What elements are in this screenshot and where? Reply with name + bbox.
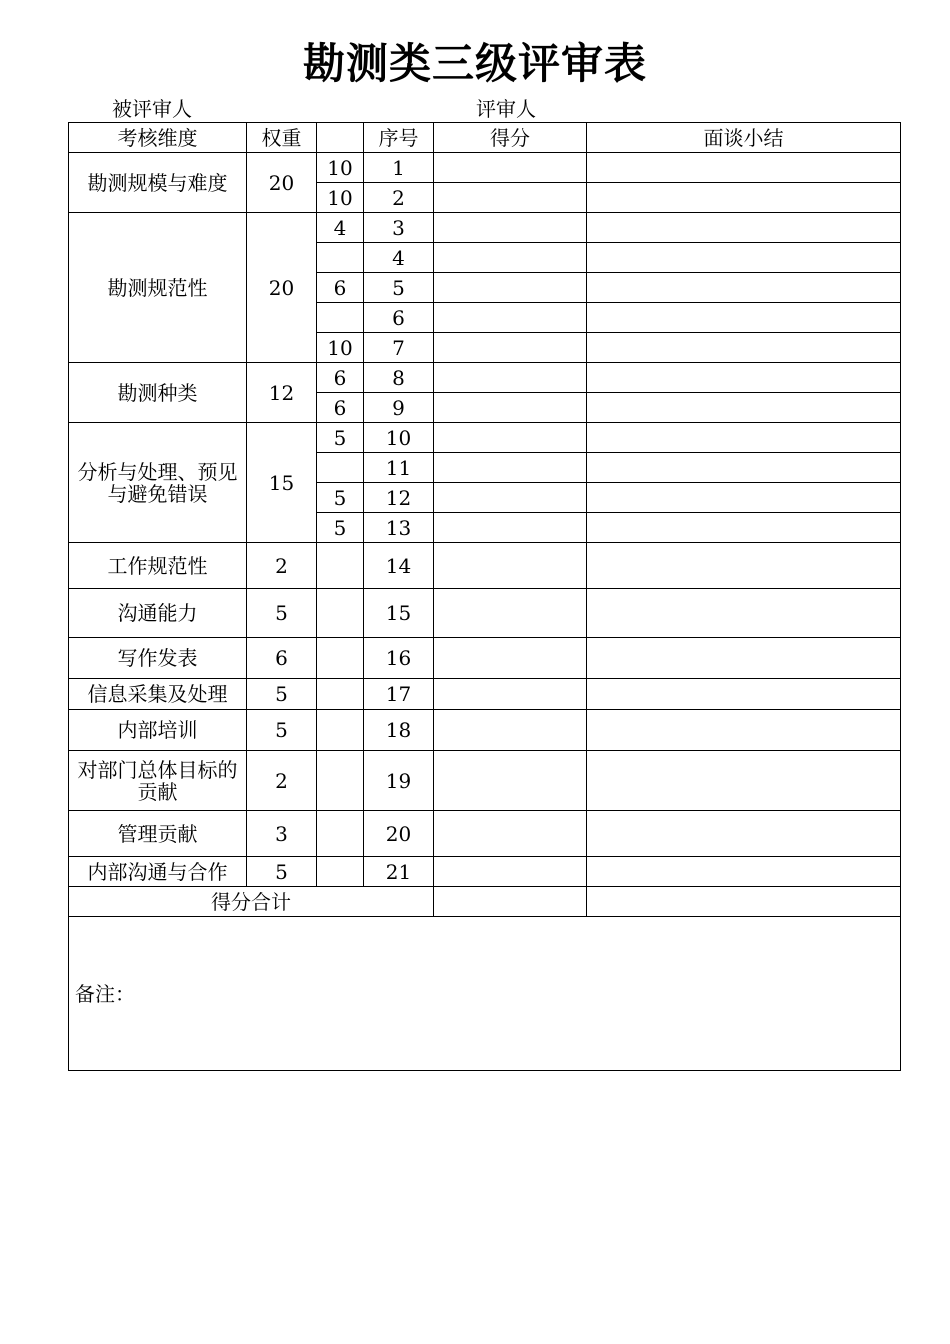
sub-weight-cell xyxy=(317,857,364,887)
score-cell[interactable] xyxy=(434,543,587,589)
score-cell[interactable] xyxy=(434,183,587,213)
seq-cell: 6 xyxy=(364,303,434,333)
summary-cell[interactable] xyxy=(587,303,901,333)
seq-cell: 8 xyxy=(364,363,434,393)
seq-cell: 9 xyxy=(364,393,434,423)
weight-cell: 3 xyxy=(247,811,317,857)
sub-weight-cell xyxy=(317,751,364,811)
sub-weight-cell xyxy=(317,679,364,710)
page-title: 勘测类三级评审表 xyxy=(302,39,647,88)
dimension-cell: 内部沟通与合作 xyxy=(69,857,247,887)
sub-weight-cell xyxy=(317,710,364,751)
summary-cell[interactable] xyxy=(587,453,901,483)
summary-cell[interactable] xyxy=(587,153,901,183)
dimension-cell: 内部培训 xyxy=(69,710,247,751)
sub-weight-cell xyxy=(317,811,364,857)
seq-cell: 4 xyxy=(364,243,434,273)
summary-cell[interactable] xyxy=(587,589,901,638)
score-cell[interactable] xyxy=(434,811,587,857)
score-cell[interactable] xyxy=(434,213,587,243)
seq-cell: 14 xyxy=(364,543,434,589)
summary-cell[interactable] xyxy=(587,751,901,811)
seq-cell: 19 xyxy=(364,751,434,811)
header-row xyxy=(69,123,901,153)
score-cell[interactable] xyxy=(434,857,587,887)
table-row xyxy=(69,710,901,751)
remark-row xyxy=(69,917,901,1071)
table-row xyxy=(69,543,901,589)
seq-cell: 3 xyxy=(364,213,434,243)
seq-cell: 5 xyxy=(364,273,434,303)
score-cell[interactable] xyxy=(434,453,587,483)
total-label: 得分合计 xyxy=(69,887,434,917)
dimension-cell: 工作规范性 xyxy=(69,543,247,589)
dimension-cell: 勘测规范性 xyxy=(69,213,247,363)
score-cell[interactable] xyxy=(434,751,587,811)
seq-cell: 20 xyxy=(364,811,434,857)
dimension-cell: 勘测规模与难度 xyxy=(69,153,247,213)
sub-weight-cell: 10 xyxy=(317,183,364,213)
dimension-cell: 沟通能力 xyxy=(69,589,247,638)
table-row xyxy=(69,423,901,453)
sub-weight-cell xyxy=(317,243,364,273)
sub-weight-cell xyxy=(317,453,364,483)
weight-cell: 20 xyxy=(247,153,317,213)
summary-cell[interactable] xyxy=(587,393,901,423)
score-cell[interactable] xyxy=(434,303,587,333)
table-row xyxy=(69,679,901,710)
score-cell[interactable] xyxy=(434,638,587,679)
weight-cell: 15 xyxy=(247,423,317,543)
table-row xyxy=(69,153,901,183)
sub-weight-cell xyxy=(317,303,364,333)
weight-cell: 2 xyxy=(247,543,317,589)
score-cell[interactable] xyxy=(434,483,587,513)
summary-cell[interactable] xyxy=(587,857,901,887)
dimension-cell: 信息采集及处理 xyxy=(69,679,247,710)
score-cell[interactable] xyxy=(434,513,587,543)
sub-weight-cell: 10 xyxy=(317,153,364,183)
seq-cell: 18 xyxy=(364,710,434,751)
seq-cell: 1 xyxy=(364,153,434,183)
remark-label: 备注： xyxy=(75,981,135,1006)
total-row xyxy=(69,887,901,917)
score-cell[interactable] xyxy=(434,273,587,303)
sub-weight-cell: 5 xyxy=(317,423,364,453)
seq-cell: 7 xyxy=(364,333,434,363)
seq-cell: 13 xyxy=(364,513,434,543)
table-row xyxy=(69,589,901,638)
summary-cell[interactable] xyxy=(587,483,901,513)
sub-weight-cell: 10 xyxy=(317,333,364,363)
summary-cell[interactable] xyxy=(587,679,901,710)
sub-weight-cell xyxy=(317,589,364,638)
sub-weight-cell: 6 xyxy=(317,393,364,423)
score-cell[interactable] xyxy=(434,243,587,273)
summary-cell[interactable] xyxy=(587,710,901,751)
header-seq: 序号 xyxy=(364,123,434,153)
total-score-cell[interactable] xyxy=(434,887,587,917)
seq-cell: 21 xyxy=(364,857,434,887)
sub-weight-cell xyxy=(317,543,364,589)
sub-weight-cell: 5 xyxy=(317,483,364,513)
summary-cell[interactable] xyxy=(587,213,901,243)
summary-cell[interactable] xyxy=(587,363,901,393)
score-cell[interactable] xyxy=(434,679,587,710)
reviewee-label: 被评审人 xyxy=(112,97,192,121)
score-cell[interactable] xyxy=(434,589,587,638)
table-row xyxy=(69,638,901,679)
dimension-cell: 勘测种类 xyxy=(69,363,247,423)
table-row xyxy=(69,213,901,243)
weight-cell: 5 xyxy=(247,679,317,710)
header-weight: 权重 xyxy=(247,123,317,153)
remark-cell[interactable] xyxy=(69,917,901,1071)
header-summary: 面谈小结 xyxy=(587,123,901,153)
summary-cell[interactable] xyxy=(587,513,901,543)
table-body xyxy=(69,153,901,887)
header-dimension: 考核维度 xyxy=(69,123,247,153)
summary-cell[interactable] xyxy=(587,811,901,857)
total-summary-cell[interactable] xyxy=(587,887,901,917)
score-cell[interactable] xyxy=(434,710,587,751)
score-cell[interactable] xyxy=(434,153,587,183)
reviewer-label: 评审人 xyxy=(476,97,536,121)
dimension-cell: 对部门总体目标的贡献 xyxy=(69,751,247,811)
header-score: 得分 xyxy=(434,123,587,153)
review-table xyxy=(68,122,901,1071)
dimension-cell: 管理贡献 xyxy=(69,811,247,857)
summary-cell[interactable] xyxy=(587,333,901,363)
weight-cell: 12 xyxy=(247,363,317,423)
summary-cell[interactable] xyxy=(587,183,901,213)
weight-cell: 2 xyxy=(247,751,317,811)
seq-cell: 15 xyxy=(364,589,434,638)
weight-cell: 5 xyxy=(247,589,317,638)
weight-cell: 5 xyxy=(247,710,317,751)
seq-cell: 12 xyxy=(364,483,434,513)
seq-cell: 2 xyxy=(364,183,434,213)
summary-cell[interactable] xyxy=(587,273,901,303)
summary-cell[interactable] xyxy=(587,243,901,273)
seq-cell: 11 xyxy=(364,453,434,483)
summary-cell[interactable] xyxy=(587,638,901,679)
score-cell[interactable] xyxy=(434,393,587,423)
sub-weight-cell: 6 xyxy=(317,363,364,393)
sub-weight-cell: 6 xyxy=(317,273,364,303)
sub-weight-cell: 5 xyxy=(317,513,364,543)
summary-cell[interactable] xyxy=(587,423,901,453)
sub-weight-cell xyxy=(317,638,364,679)
weight-cell: 20 xyxy=(247,213,317,363)
weight-cell: 5 xyxy=(247,857,317,887)
weight-cell: 6 xyxy=(247,638,317,679)
seq-cell: 10 xyxy=(364,423,434,453)
table-row xyxy=(69,363,901,393)
summary-cell[interactable] xyxy=(587,543,901,589)
score-cell[interactable] xyxy=(434,423,587,453)
seq-cell: 16 xyxy=(364,638,434,679)
header-sub-weight xyxy=(317,123,364,153)
table-row xyxy=(69,811,901,857)
sub-weight-cell: 4 xyxy=(317,213,364,243)
score-cell[interactable] xyxy=(434,333,587,363)
table-row xyxy=(69,751,901,811)
dimension-cell: 分析与处理、预见与避免错误 xyxy=(69,423,247,543)
dimension-cell: 写作发表 xyxy=(69,638,247,679)
score-cell[interactable] xyxy=(434,363,587,393)
seq-cell: 17 xyxy=(364,679,434,710)
table-row xyxy=(69,857,901,887)
